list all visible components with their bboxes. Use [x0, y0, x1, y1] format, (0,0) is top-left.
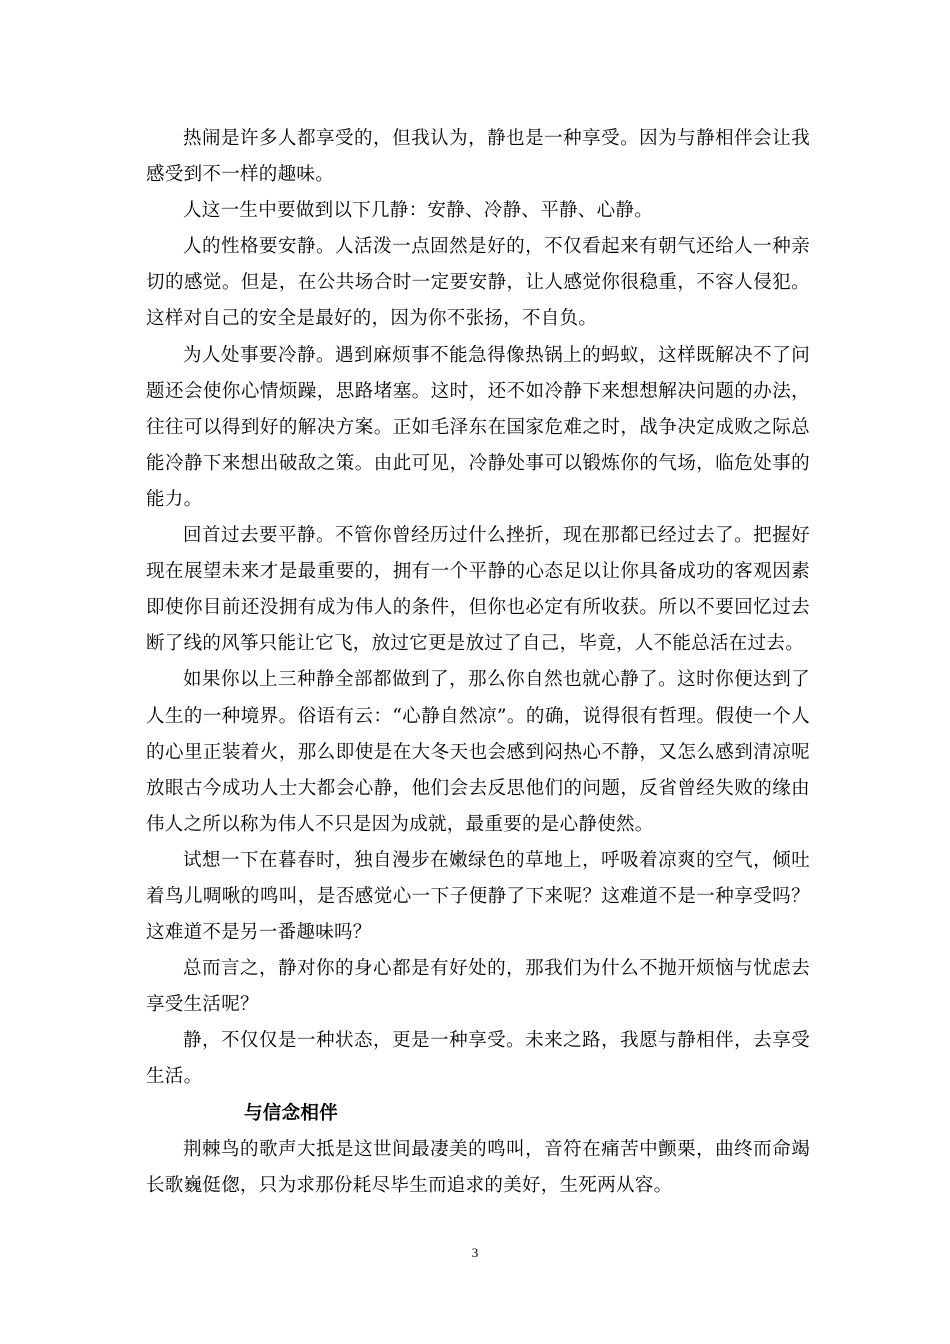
paragraph: 热闹是许多人都享受的，但我认为，静也是一种享受。因为与静相伴会让我感受到不一样的趣味。	[146, 128, 810, 186]
paragraph: 回首过去要平静。不管你曾经历过什么挫折，现在那都已经过去了。把握好现在展望未来才是最重要的，拥有一个平静的心态足以让你具备成功的客观因素即使你目前还没拥有成为伟人的条件，但你也必定有所收获。所以不要回忆过去断了线的风筝只能让它飞，放过它更是放过了自己，毕竟，人不能总活在过去。	[146, 525, 810, 655]
paragraph: 人的性格要安静。人活泼一点固然是好的，不仅看起来有朝气还给人一种亲切的感觉。但是，在公共场合时一定要安静，让人感觉你很稳重，不容人侵犯。这样对自己的安全是最好的，因为你不张扬，不自负。	[146, 236, 810, 330]
paragraph: 试想一下在暮春时，独自漫步在嫩绿色的草地上，呼吸着凉爽的空气，倾吐着鸟儿啁啾的鸣叫，是否感觉心一下子便静了下来呢？这难道不是一种享受吗？这难道不是另一番趣味吗？	[146, 849, 810, 944]
document-body	[146, 121, 810, 1204]
paragraph: 总而言之，静对你的身心都是有好处的，那我们为什么不抛开烦恼与忧虑去享受生活呢？	[146, 958, 810, 1016]
paragraph: 人这一生中要做到以下几静：安静、冷静、平静、心静。	[183, 200, 654, 222]
page-number: 3	[471, 1245, 479, 1260]
section-heading: 与信念相伴	[244, 1102, 339, 1124]
paragraph: 如果你以上三种静全部都做到了，那么你自然也就心静了。这时你便达到了人生的一种境界。俗语有云：“心静自然凉”。的确，说得很有哲理。假使一个人的心里正装着火，那么即使是在大冬天也会感到闷热心不静，又怎么感到清凉呢放眼古今成功人士大都会心静，他们会去反思他们的问题，反省曾经失败的缘由伟人之所以称为伟人不只是因为成就，最重要的是心静使然。	[146, 669, 810, 835]
paragraph: 静，不仅仅是一种状态，更是一种享受。未来之路，我愿与静相伴，去享受生活。	[146, 1030, 810, 1088]
paragraph: 为人处事要冷静。遇到麻烦事不能急得像热锅上的蚂蚁，这样既解决不了问题还会使你心情烦躁，思路堵塞。这时，还不如冷静下来想想解决问题的办法，往往可以得到好的解决方案。正如毛泽东在国家危难之时，战争决定成败之际总能冷静下来想出破敌之策。由此可见，冷静处事可以锻炼你的气场，临危处事的能力。	[146, 344, 810, 510]
paragraph: 荆棘鸟的歌声大抵是这世间最凄美的鸣叫，音符在痛苦中颤栗，曲终而命竭长歌巍侹偬，只为求那份耗尽毕生而追求的美好，生死两从容。	[146, 1138, 810, 1196]
